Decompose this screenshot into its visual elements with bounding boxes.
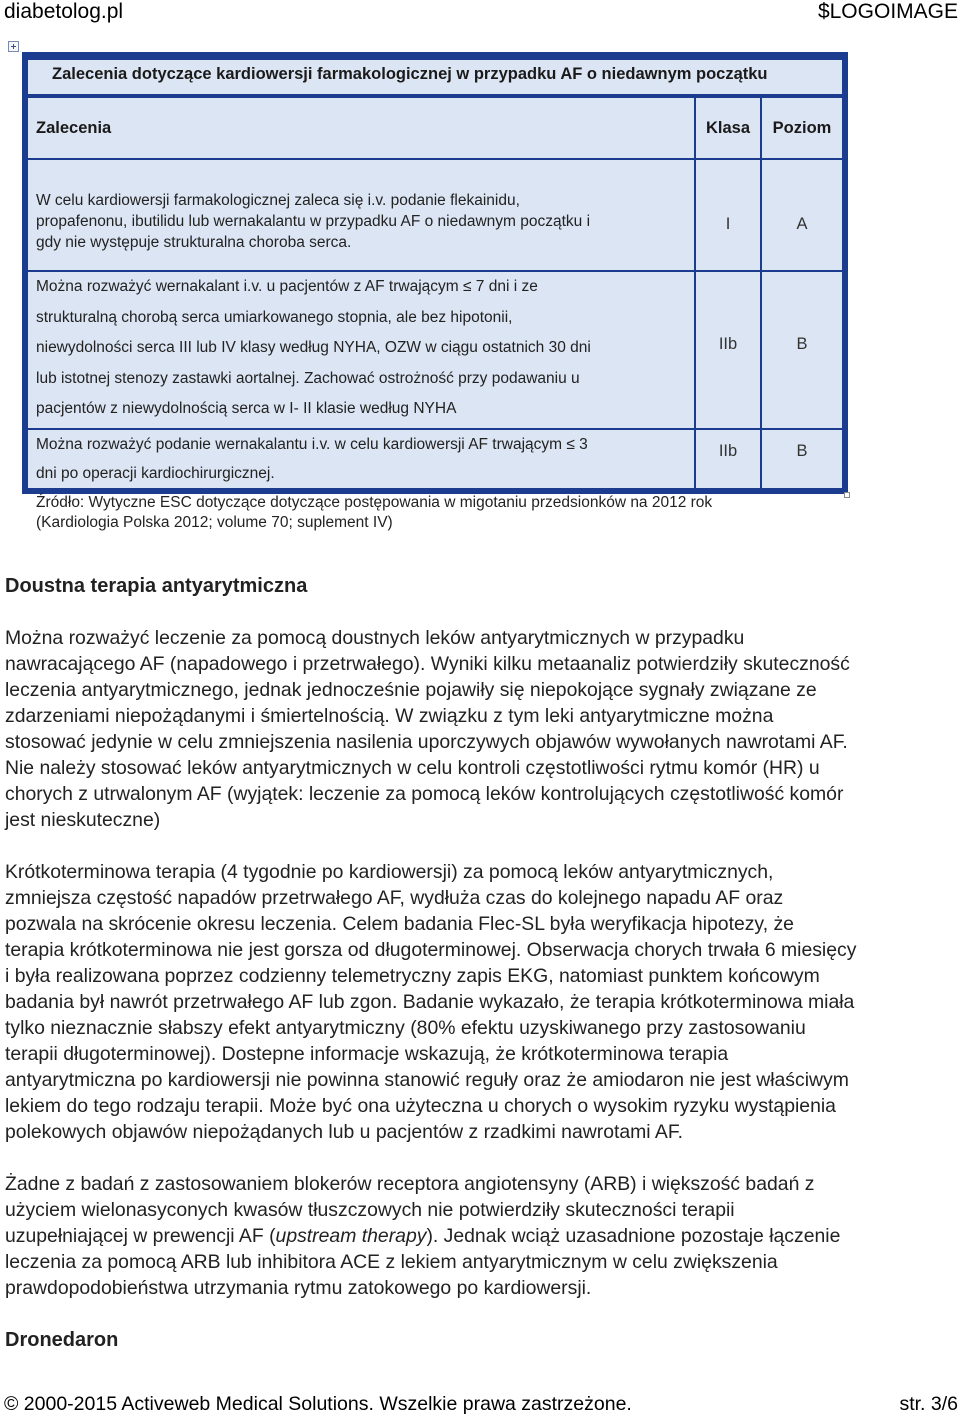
paragraph-1 bbox=[5, 625, 957, 833]
recommendations-table-image bbox=[22, 52, 848, 494]
column-header-poziom: Poziom bbox=[762, 98, 842, 158]
paragraph-line: leczenia antyarytmicznego, jednak jednocześnie pojawiły się niepokojące sygnały związane ze bbox=[5, 679, 817, 701]
page-footer bbox=[0, 1391, 960, 1417]
table-row-1-poziom: A bbox=[762, 160, 842, 270]
paragraph-line: jest nieskuteczne) bbox=[5, 809, 161, 831]
table-title: Zalecenia dotyczące kardiowersji farmakologicznej w przypadku AF o niedawnym początku bbox=[52, 65, 768, 83]
paragraph-text: uzupełniającej w prewencji AF ( bbox=[5, 1225, 276, 1247]
paragraph-italic-term: upstream therapy bbox=[275, 1225, 427, 1247]
paragraph-line: chorych z utrwalonym AF (wyjątek: leczenie za pomocą leków kontrolujących częstotliwość komór bbox=[5, 783, 844, 805]
paragraph-3 bbox=[5, 1171, 957, 1301]
section-heading: Doustna terapia antyarytmiczna bbox=[5, 575, 308, 597]
paragraph-line: badania był nawrót przetrwałego AF lub zgon. Badanie wykazało, że terapia krótkoterminowa miała bbox=[5, 991, 855, 1013]
paragraph-line: Krótkoterminowa terapia (4 tygodnie po kardiowersji) za pomocą leków antyarytmicznych, bbox=[5, 861, 774, 883]
expand-icon[interactable] bbox=[8, 41, 19, 52]
row-text-line: Można rozważyć podanie wernakalantu i.v. w celu kardiowersji AF trwającym ≤ 3 bbox=[36, 436, 588, 453]
row-text-line: propafenonu, ibutilidu lub wernakalantu w przypadku AF o niedawnym początku i bbox=[36, 213, 591, 230]
paragraph-2 bbox=[5, 859, 957, 1145]
paragraph-line: Można rozważyć leczenie za pomocą doustnych leków antyarytmicznych w przypadku bbox=[5, 627, 745, 649]
paragraph-line: lekiem do tego rodzaju terapii. Może być ona użyteczna u chorych o wysokim ryzyku wystąpienia bbox=[5, 1095, 836, 1117]
source-line: (Kardiologia Polska 2012; volume 70; suplement IV) bbox=[36, 514, 393, 531]
paragraph-line: i była realizowana poprzez codzienny telemetryczny zapis EKG, natomiast punktem końcowym bbox=[5, 965, 820, 987]
paragraph-text: ). Jednak wciąż uzasadnione pozostaje łączenie bbox=[426, 1225, 841, 1247]
table-row-2-text bbox=[28, 272, 694, 428]
paragraph-line: stosować jedynie w celu zmniejszenia nasilenia uporczywych objawów wywołanych nawrotami AF. bbox=[5, 731, 848, 753]
row-text-line: gdy nie występuje strukturalna choroba serca. bbox=[36, 234, 352, 251]
row-text-line: pacjentów z niewydolnością serca w I- II klasie według NYHA bbox=[36, 400, 457, 417]
paragraph-line: zmniejsza częstość napadów przetrwałego AF, wydłuża czas do kolejnego napadu AF oraz bbox=[5, 887, 784, 909]
table-row-1-text bbox=[28, 160, 694, 270]
table-row-3-poziom: B bbox=[762, 430, 842, 488]
paragraph-line bbox=[5, 1223, 957, 1249]
table-row-3-klasa: IIb bbox=[696, 430, 760, 488]
table-row-2-poziom: B bbox=[762, 272, 842, 428]
paragraph-line: polekowych objawów niepożądanych lub u pacjentów z rzadkimi nawrotami AF. bbox=[5, 1121, 683, 1143]
paragraph-line: Żadne z badań z zastosowaniem blokerów receptora angiotensyny (ARB) i większość badań z bbox=[5, 1173, 815, 1195]
paragraph-line: prawdopodobieństwa utrzymania rytmu zatokowego po kardiowersji. bbox=[5, 1277, 592, 1299]
source-line: Źródło: Wytyczne ESC dotyczące dotyczące postępowania w migotaniu przedsionków na 2012 rok bbox=[36, 494, 713, 511]
row-text-line: Można rozważyć wernakalant i.v. u pacjentów z AF trwającym ≤ 7 dni i ze bbox=[36, 278, 538, 295]
paragraph-line: użyciem wielonasyconych kwasów tłuszczowych nie potwierdziły skuteczności terapii bbox=[5, 1199, 735, 1221]
image-resize-handle[interactable] bbox=[844, 492, 850, 498]
row-text-line: strukturalną chorobą serca umiarkowanego stopnia, ale bez hipotonii, bbox=[36, 308, 513, 326]
table-row-2-klasa: IIb bbox=[696, 272, 760, 428]
table-source-note bbox=[36, 493, 712, 533]
column-header-zalecenia: Zalecenia bbox=[28, 98, 694, 158]
page-number: str. 3/6 bbox=[899, 1393, 958, 1415]
paragraph-line: zdarzeniami niepożądanymi i śmiertelnością. W związku z tym leki antyarytmiczne można bbox=[5, 705, 774, 727]
row-text-line: dni po operacji kardiochirurgicznej. bbox=[36, 465, 275, 482]
paragraph-line: antyarytmiczna po kardiowersji nie powinna stanowić reguły oraz że amiodaron nie jest właściwym bbox=[5, 1069, 849, 1091]
row-text-line: lub istotnej stenozy zastawki aortalnej. Zachować ostrożność przy podawaniu u bbox=[36, 369, 580, 387]
column-header-klasa: Klasa bbox=[696, 98, 760, 158]
paragraph-line: leczenia za pomocą ARB lub inhibitora ACE z lekiem antyarytmicznym w celu zwiększenia bbox=[5, 1251, 778, 1273]
paragraph-line: nawracającego AF (napadowego i przetrwałego). Wyniki kilku metaanaliz potwierdziły skuteczność bbox=[5, 653, 850, 675]
row-text-line: W celu kardiowersji farmakologicznej zaleca się i.v. podanie flekainidu, bbox=[36, 192, 520, 209]
table-row-3-text bbox=[28, 430, 694, 488]
site-name: diabetolog.pl bbox=[4, 0, 124, 23]
page-header bbox=[0, 0, 960, 24]
paragraph-line: Nie należy stosować leków antyarytmicznych w celu kontroli częstotliwości rytmu komór (HR) u bbox=[5, 757, 820, 779]
row-text-line: niewydolności serca III lub IV klasy według NYHA, OZW w ciągu ostatnich 30 dni bbox=[36, 339, 591, 356]
recommendations-table bbox=[22, 52, 848, 494]
paragraph-line: pozwala na skrócenie okresu leczenia. Celem badania Flec-SL była weryfikacja hipotezy, że bbox=[5, 913, 794, 935]
paragraph-line: tylko nieznacznie słabszy efekt antyarytmiczny (80% efektu uzyskiwanego przy zastosowaniu bbox=[5, 1017, 806, 1039]
paragraph-line: terapia krótkoterminowa nie jest gorsza od długoterminowej. Obserwacja chorych trwała 6 miesięcy bbox=[5, 939, 857, 961]
copyright-text: © 2000-2015 Activeweb Medical Solutions. Wszelkie prawa zastrzeżone. bbox=[4, 1393, 632, 1415]
table-row-1-klasa: I bbox=[696, 160, 760, 270]
section-heading: Dronedaron bbox=[5, 1329, 119, 1351]
paragraph-line: terapii długoterminowej). Dostepne informacje wskazują, że krótkoterminowa terapia bbox=[5, 1043, 729, 1065]
logo-placeholder: $LOGOIMAGE bbox=[817, 0, 958, 23]
